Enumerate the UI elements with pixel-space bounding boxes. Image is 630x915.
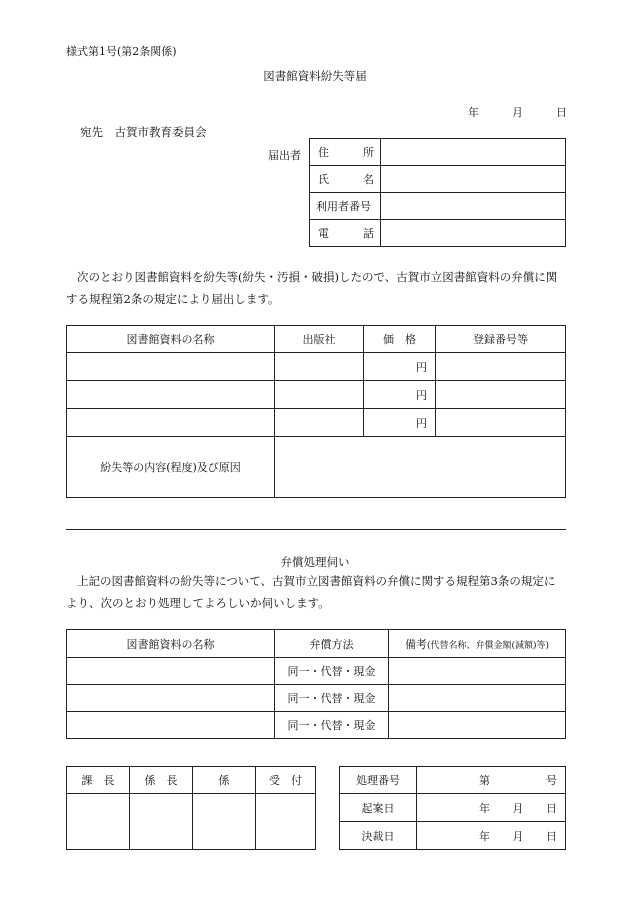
item-name-field[interactable] bbox=[67, 409, 275, 437]
inquiry-title: 弁償処理伺い bbox=[280, 555, 350, 569]
price-field[interactable] bbox=[364, 381, 436, 409]
address-label: 住 所 bbox=[310, 139, 381, 166]
inquiry-text: 上記の図書館資料の紛失等について、古賀市立図書館資料の弁償に関する規程第3条の規定により、次のとおり処理してよろしいか伺いします。 bbox=[66, 574, 556, 610]
draft-date-label: 起案日 bbox=[340, 794, 417, 822]
phone-label: 電 話 bbox=[310, 220, 381, 247]
item-name-field[interactable] bbox=[67, 658, 275, 685]
date-day-label: 日 bbox=[556, 106, 567, 119]
addressee: 宛先 古賀市教育委員会 bbox=[80, 125, 207, 139]
header-reception: 受 付 bbox=[256, 767, 316, 794]
table-row bbox=[67, 353, 566, 381]
header-staff: 係 bbox=[193, 767, 256, 794]
item-name-field[interactable] bbox=[67, 381, 275, 409]
registration-field[interactable] bbox=[436, 381, 566, 409]
number-prefix: 第 bbox=[479, 774, 490, 787]
date-line bbox=[468, 104, 567, 120]
draft-date-field[interactable]: 年 月 日 bbox=[417, 794, 566, 822]
name-field[interactable] bbox=[381, 166, 566, 193]
decision-date-field[interactable]: 年 月 日 bbox=[417, 822, 566, 850]
stamp-reception[interactable] bbox=[256, 794, 316, 850]
processing-number-label: 処理番号 bbox=[340, 767, 417, 794]
table-row bbox=[67, 658, 566, 685]
method-options[interactable]: 同一・代替・現金 bbox=[275, 712, 389, 739]
applicant-label: 届出者 bbox=[268, 149, 301, 162]
header-compensation-method: 弁償方法 bbox=[275, 630, 389, 658]
item-name-field[interactable] bbox=[67, 685, 275, 712]
address-field[interactable] bbox=[381, 139, 566, 166]
decision-date-label: 決裁日 bbox=[340, 822, 417, 850]
stamp-staff[interactable] bbox=[193, 794, 256, 850]
processing-table bbox=[339, 766, 566, 850]
table-row bbox=[67, 381, 566, 409]
processing-number-field[interactable] bbox=[417, 767, 566, 794]
compensation-table bbox=[66, 629, 566, 739]
header-remarks: 備考(代替名称、弁償金額(減額)等) bbox=[389, 630, 566, 658]
remarks-field[interactable] bbox=[389, 712, 566, 739]
table-row bbox=[67, 712, 566, 739]
table-row bbox=[67, 685, 566, 712]
item-name-field[interactable] bbox=[67, 712, 275, 739]
header-subsection-chief: 係 長 bbox=[130, 767, 193, 794]
yen-unit: 円 bbox=[416, 388, 427, 402]
name-label: 氏 名 bbox=[310, 166, 381, 193]
header-price: 価 格 bbox=[364, 326, 436, 353]
item-name-field[interactable] bbox=[67, 353, 275, 381]
publisher-field[interactable] bbox=[275, 409, 364, 437]
date-year-label: 年 bbox=[468, 106, 479, 119]
user-number-label: 利用者番号 bbox=[310, 193, 381, 220]
stamp-subsection-chief[interactable] bbox=[130, 794, 193, 850]
number-suffix: 号 bbox=[546, 774, 557, 787]
header-section-chief: 課 長 bbox=[67, 767, 130, 794]
remarks-field[interactable] bbox=[389, 685, 566, 712]
page-title: 図書館資料紛失等届 bbox=[263, 69, 367, 83]
header-item-name: 図書館資料の名称 bbox=[67, 630, 275, 658]
price-field[interactable] bbox=[364, 409, 436, 437]
loss-table bbox=[66, 325, 566, 498]
form-number: 様式第1号(第2条関係) bbox=[66, 45, 177, 58]
phone-field[interactable] bbox=[381, 220, 566, 247]
loss-details-field[interactable] bbox=[275, 437, 566, 498]
date-month-label: 月 bbox=[512, 106, 523, 119]
table-row bbox=[67, 409, 566, 437]
yen-unit: 円 bbox=[416, 416, 427, 430]
stamp-section-chief[interactable] bbox=[67, 794, 130, 850]
section-divider bbox=[66, 529, 566, 530]
statement-text: 次のとおり図書館資料を紛失等(紛失・汚損・破損)したので、古賀市立図書館資料の弁償に関する規程第2条の規定により届出します。 bbox=[66, 270, 558, 306]
method-options[interactable]: 同一・代替・現金 bbox=[275, 658, 389, 685]
header-item-name: 図書館資料の名称 bbox=[67, 326, 275, 353]
method-options[interactable]: 同一・代替・現金 bbox=[275, 685, 389, 712]
registration-field[interactable] bbox=[436, 409, 566, 437]
user-number-field[interactable] bbox=[381, 193, 566, 220]
header-publisher: 出版社 bbox=[275, 326, 364, 353]
applicant-table bbox=[309, 138, 566, 247]
publisher-field[interactable] bbox=[275, 381, 364, 409]
loss-details-label: 紛失等の内容(程度)及び原因 bbox=[67, 437, 275, 498]
price-field[interactable] bbox=[364, 353, 436, 381]
yen-unit: 円 bbox=[416, 360, 427, 374]
publisher-field[interactable] bbox=[275, 353, 364, 381]
header-registration-number: 登録番号等 bbox=[436, 326, 566, 353]
registration-field[interactable] bbox=[436, 353, 566, 381]
remarks-field[interactable] bbox=[389, 658, 566, 685]
approval-table bbox=[66, 766, 316, 850]
